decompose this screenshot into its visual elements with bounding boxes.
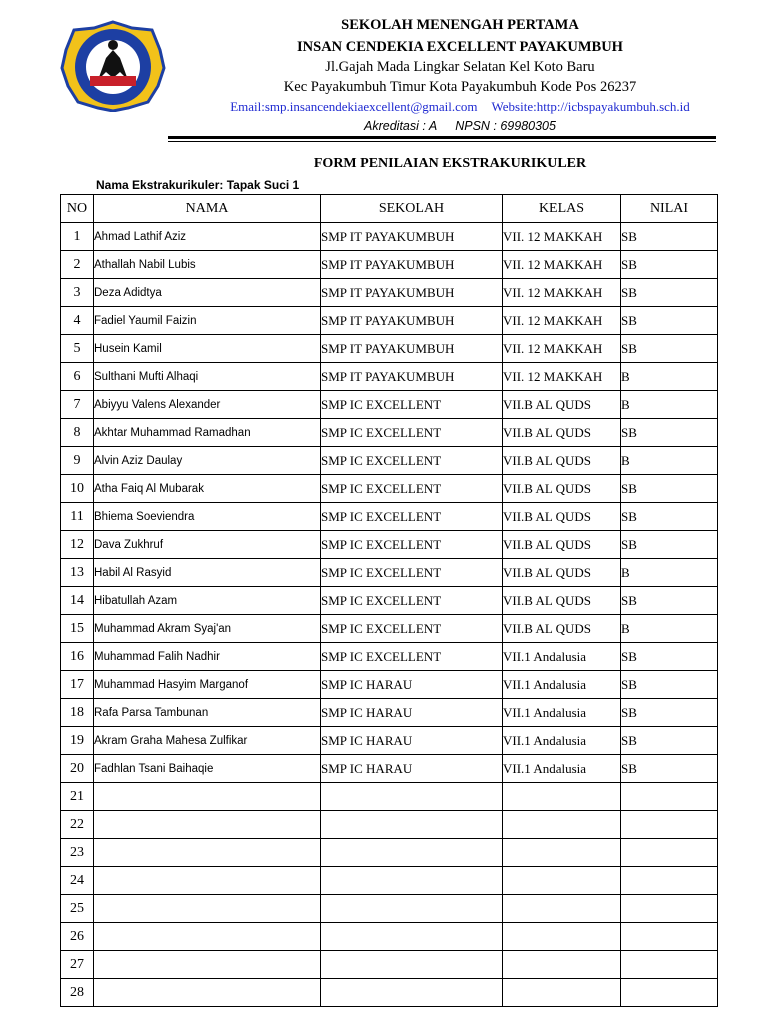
school-cell: SMP IC EXCELLENT	[321, 419, 503, 447]
table-row	[61, 335, 718, 363]
grade-cell: SB	[621, 671, 718, 699]
grade-cell	[621, 867, 718, 895]
grade-cell	[621, 895, 718, 923]
row-number: 19	[61, 727, 94, 755]
table-row	[61, 419, 718, 447]
accreditation-text: Akreditasi : A	[364, 119, 438, 133]
grade-cell	[621, 839, 718, 867]
grade-cell: SB	[621, 335, 718, 363]
table-row	[61, 699, 718, 727]
grade-cell: B	[621, 615, 718, 643]
form-title: FORM PENILAIAN EKSTRAKURIKULER	[313, 156, 587, 171]
row-number: 24	[61, 867, 94, 895]
row-number: 2	[61, 251, 94, 279]
class-cell: VII. 12 MAKKAH	[503, 335, 621, 363]
class-cell	[503, 979, 621, 1007]
row-number: 27	[61, 951, 94, 979]
class-cell	[503, 923, 621, 951]
student-name: Abiyyu Valens Alexander	[94, 391, 321, 419]
student-name: Fadiel Yaumil Faizin	[94, 307, 321, 335]
class-cell: VII. 12 MAKKAH	[503, 223, 621, 251]
school-cell	[321, 951, 503, 979]
grade-cell: SB	[621, 475, 718, 503]
school-cell: SMP IC EXCELLENT	[321, 587, 503, 615]
class-cell	[503, 839, 621, 867]
school-cell	[321, 895, 503, 923]
class-cell: VII.1 Andalusia	[503, 699, 621, 727]
school-cell	[321, 979, 503, 1007]
address-line: Jl.Gajah Mada Lingkar Selatan Kel Koto Baru	[325, 59, 595, 75]
grade-table	[60, 194, 718, 1007]
table-row	[61, 867, 718, 895]
row-number: 1	[61, 223, 94, 251]
grade-cell: B	[621, 559, 718, 587]
school-cell: SMP IC EXCELLENT	[321, 615, 503, 643]
grade-cell: B	[621, 363, 718, 391]
school-cell: SMP IC EXCELLENT	[321, 475, 503, 503]
table-row	[61, 839, 718, 867]
npsn-text: NPSN : 69980305	[455, 119, 556, 133]
row-number: 18	[61, 699, 94, 727]
school-cell: SMP IC HARAU	[321, 727, 503, 755]
table-row	[61, 503, 718, 531]
school-cell: SMP IC EXCELLENT	[321, 643, 503, 671]
class-cell: VII.1 Andalusia	[503, 755, 621, 783]
grade-cell	[621, 811, 718, 839]
school-level-heading: SEKOLAH MENENGAH PERTAMA	[341, 17, 579, 33]
school-cell: SMP IC EXCELLENT	[321, 503, 503, 531]
row-number: 17	[61, 671, 94, 699]
class-cell	[503, 783, 621, 811]
row-number: 5	[61, 335, 94, 363]
table-row	[61, 951, 718, 979]
school-cell: SMP IT PAYAKUMBUH	[321, 223, 503, 251]
row-number: 3	[61, 279, 94, 307]
table-row	[61, 531, 718, 559]
column-header-sekolah: SEKOLAH	[321, 195, 503, 223]
class-cell: VII. 12 MAKKAH	[503, 307, 621, 335]
class-cell: VII.B AL QUDS	[503, 391, 621, 419]
school-name-heading: INSAN CENDEKIA EXCELLENT PAYAKUMBUH	[297, 39, 623, 55]
contact-line	[160, 99, 760, 115]
class-cell: VII.1 Andalusia	[503, 671, 621, 699]
grade-cell: SB	[621, 419, 718, 447]
student-name: Ahmad Lathif Aziz	[94, 223, 321, 251]
class-cell	[503, 951, 621, 979]
row-number: 26	[61, 923, 94, 951]
school-logo	[60, 20, 166, 112]
table-row	[61, 755, 718, 783]
school-cell: SMP IT PAYAKUMBUH	[321, 335, 503, 363]
row-number: 22	[61, 811, 94, 839]
grade-cell	[621, 923, 718, 951]
row-number: 25	[61, 895, 94, 923]
student-name	[94, 867, 321, 895]
column-header-no: NO	[61, 195, 94, 223]
student-name: Fadhlan Tsani Baihaqie	[94, 755, 321, 783]
table-row	[61, 811, 718, 839]
table-row	[61, 307, 718, 335]
class-cell: VII.B AL QUDS	[503, 447, 621, 475]
school-cell	[321, 783, 503, 811]
school-cell: SMP IC EXCELLENT	[321, 447, 503, 475]
student-name: Muhammad Falih Nadhir	[94, 643, 321, 671]
school-cell: SMP IC HARAU	[321, 755, 503, 783]
student-name	[94, 783, 321, 811]
grade-cell: SB	[621, 531, 718, 559]
school-cell: SMP IC HARAU	[321, 671, 503, 699]
school-cell: SMP IC HARAU	[321, 699, 503, 727]
table-row	[61, 783, 718, 811]
row-number: 23	[61, 839, 94, 867]
grade-cell	[621, 951, 718, 979]
row-number: 10	[61, 475, 94, 503]
student-name: Atha Faiq Al Mubarak	[94, 475, 321, 503]
grade-cell: SB	[621, 755, 718, 783]
class-cell	[503, 811, 621, 839]
school-cell: SMP IC EXCELLENT	[321, 531, 503, 559]
row-number: 4	[61, 307, 94, 335]
row-number: 20	[61, 755, 94, 783]
grade-cell: SB	[621, 727, 718, 755]
class-cell	[503, 867, 621, 895]
school-cell	[321, 923, 503, 951]
class-cell: VII.B AL QUDS	[503, 531, 621, 559]
table-row	[61, 979, 718, 1007]
row-number: 9	[61, 447, 94, 475]
grade-cell: SB	[621, 587, 718, 615]
class-cell	[503, 895, 621, 923]
class-cell: VII.1 Andalusia	[503, 727, 621, 755]
school-cell: SMP IT PAYAKUMBUH	[321, 279, 503, 307]
student-name: Dava Zukhruf	[94, 531, 321, 559]
student-name: Deza Adidtya	[94, 279, 321, 307]
header-rule-thin	[168, 141, 716, 142]
table-row	[61, 391, 718, 419]
row-number: 11	[61, 503, 94, 531]
row-number: 21	[61, 783, 94, 811]
student-name: Habil Al Rasyid	[94, 559, 321, 587]
grade-cell: SB	[621, 643, 718, 671]
grade-cell	[621, 979, 718, 1007]
student-name: Bhiema Soeviendra	[94, 503, 321, 531]
accreditation-line	[160, 119, 760, 133]
grade-cell: SB	[621, 251, 718, 279]
class-cell: VII.B AL QUDS	[503, 615, 621, 643]
table-row	[61, 447, 718, 475]
school-cell	[321, 867, 503, 895]
row-number: 13	[61, 559, 94, 587]
student-name	[94, 951, 321, 979]
student-name: Akram Graha Mahesa Zulfikar	[94, 727, 321, 755]
table-row	[61, 895, 718, 923]
student-name	[94, 979, 321, 1007]
table-row	[61, 279, 718, 307]
student-name	[94, 839, 321, 867]
grade-cell: SB	[621, 307, 718, 335]
student-name: Hibatullah Azam	[94, 587, 321, 615]
school-cell	[321, 811, 503, 839]
grade-cell: SB	[621, 699, 718, 727]
student-name: Sulthani Mufti Alhaqi	[94, 363, 321, 391]
grade-cell: SB	[621, 503, 718, 531]
student-name	[94, 811, 321, 839]
row-number: 6	[61, 363, 94, 391]
school-cell	[321, 839, 503, 867]
class-cell: VII. 12 MAKKAH	[503, 251, 621, 279]
table-row	[61, 727, 718, 755]
row-number: 28	[61, 979, 94, 1007]
class-cell: VII.1 Andalusia	[503, 643, 621, 671]
grade-cell: SB	[621, 223, 718, 251]
student-name: Alvin Aziz Daulay	[94, 447, 321, 475]
district-line: Kec Payakumbuh Timur Kota Payakumbuh Kode Pos 26237	[283, 79, 637, 95]
class-cell: VII. 12 MAKKAH	[503, 279, 621, 307]
column-header-kelas: KELAS	[503, 195, 621, 223]
website-link[interactable]: Website:http://icbspayakumbuh.sch.id	[491, 99, 690, 114]
row-number: 8	[61, 419, 94, 447]
row-number: 16	[61, 643, 94, 671]
header-rule-thick	[168, 136, 716, 139]
school-cell: SMP IC EXCELLENT	[321, 559, 503, 587]
table-row	[61, 363, 718, 391]
school-cell: SMP IT PAYAKUMBUH	[321, 363, 503, 391]
column-header-nama: NAMA	[94, 195, 321, 223]
column-header-nilai: NILAI	[621, 195, 718, 223]
table-body	[61, 223, 718, 1007]
class-cell: VII.B AL QUDS	[503, 475, 621, 503]
student-name: Akhtar Muhammad Ramadhan	[94, 419, 321, 447]
class-cell: VII.B AL QUDS	[503, 419, 621, 447]
table-row	[61, 475, 718, 503]
table-row	[61, 587, 718, 615]
table-header-row	[61, 195, 718, 223]
grade-cell: B	[621, 447, 718, 475]
table-row	[61, 559, 718, 587]
table-row	[61, 615, 718, 643]
row-number: 14	[61, 587, 94, 615]
student-name: Rafa Parsa Tambunan	[94, 699, 321, 727]
row-number: 15	[61, 615, 94, 643]
grade-cell	[621, 783, 718, 811]
class-cell: VII. 12 MAKKAH	[503, 363, 621, 391]
class-cell: VII.B AL QUDS	[503, 587, 621, 615]
table-row	[61, 923, 718, 951]
school-cell: SMP IT PAYAKUMBUH	[321, 307, 503, 335]
logo-banner	[90, 76, 136, 86]
student-name: Athallah Nabil Lubis	[94, 251, 321, 279]
row-number: 7	[61, 391, 94, 419]
student-name	[94, 895, 321, 923]
logo-figure-head-icon	[108, 40, 118, 50]
row-number: 12	[61, 531, 94, 559]
table-row	[61, 671, 718, 699]
grade-cell: B	[621, 391, 718, 419]
class-cell: VII.B AL QUDS	[503, 503, 621, 531]
student-name: Muhammad Hasyim Marganof	[94, 671, 321, 699]
email-link[interactable]: Email:smp.insancendekiaexcellent@gmail.com	[230, 99, 478, 114]
student-name	[94, 923, 321, 951]
school-cell: SMP IC EXCELLENT	[321, 391, 503, 419]
grade-cell: SB	[621, 279, 718, 307]
table-row	[61, 643, 718, 671]
table-row	[61, 251, 718, 279]
class-cell: VII.B AL QUDS	[503, 559, 621, 587]
school-cell: SMP IT PAYAKUMBUH	[321, 251, 503, 279]
table-row	[61, 223, 718, 251]
student-name: Husein Kamil	[94, 335, 321, 363]
extracurricular-label: Nama Ekstrakurikuler: Tapak Suci 1	[96, 178, 300, 192]
student-name: Muhammad Akram Syaj'an	[94, 615, 321, 643]
